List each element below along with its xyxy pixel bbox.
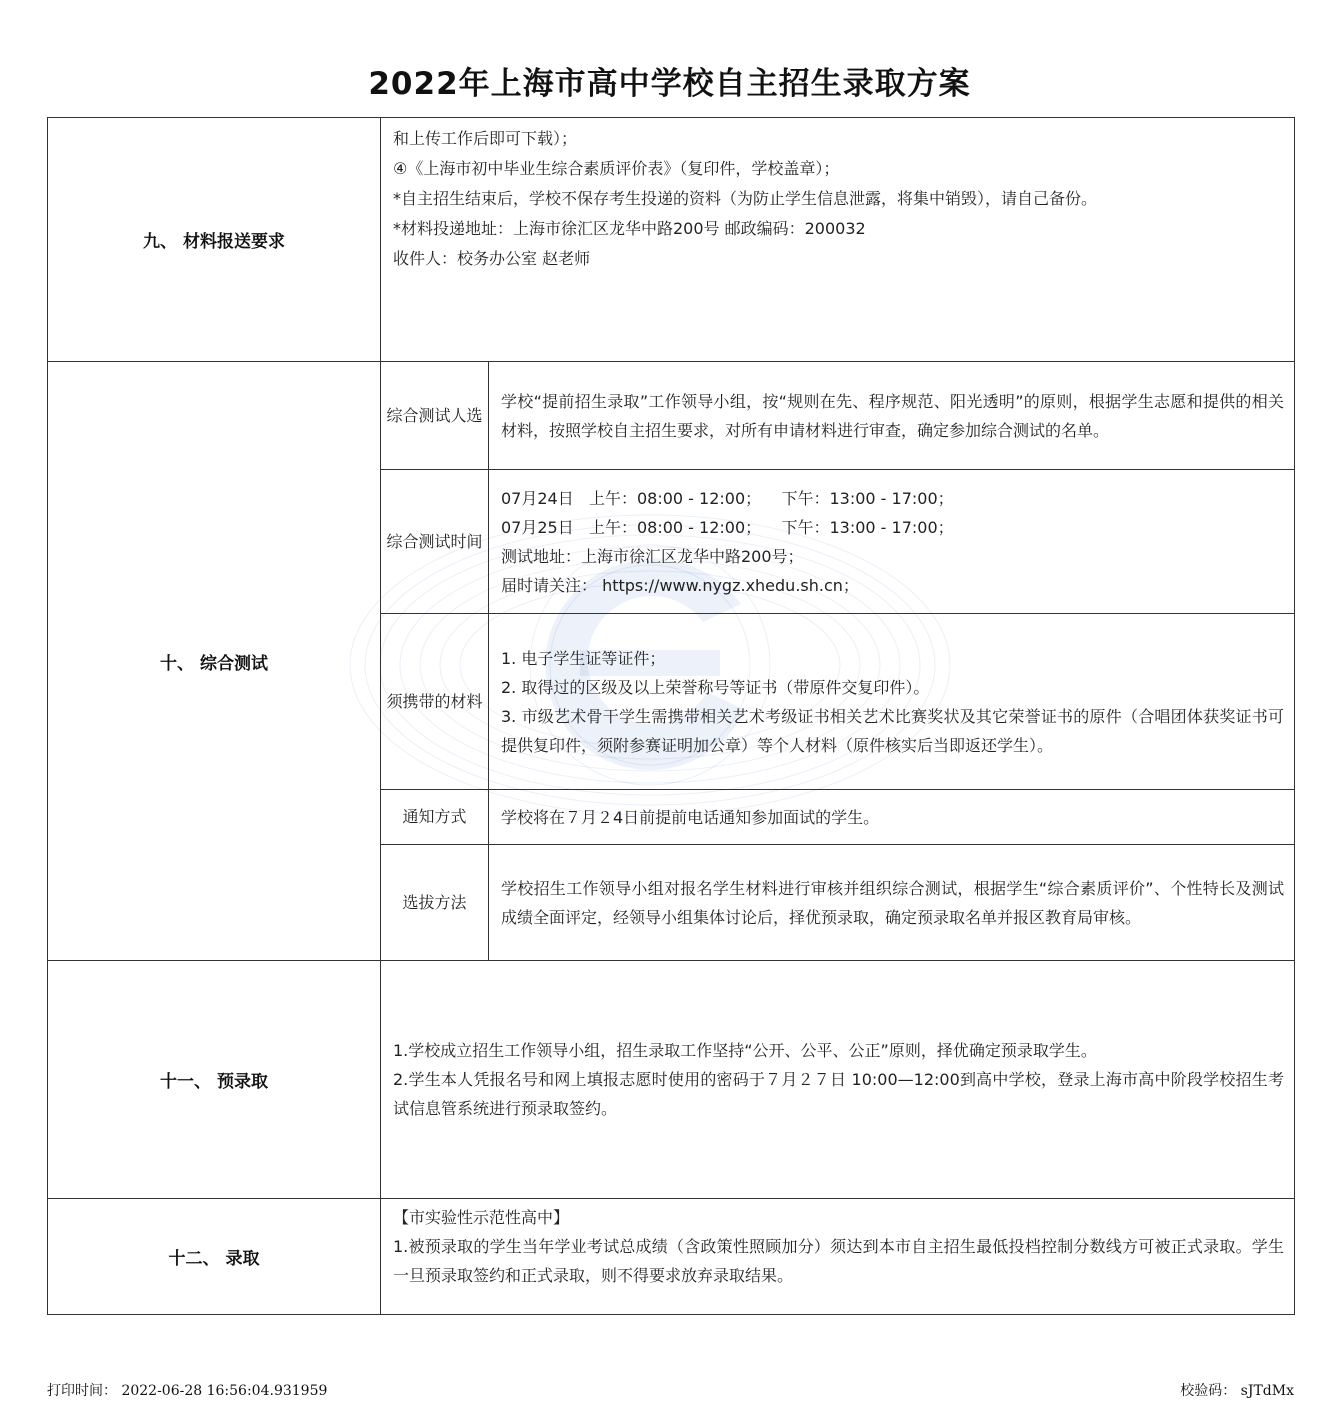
page-title: 2022年上海市高中学校自主招生录取方案 (368, 66, 971, 102)
section-row-admission (48, 1199, 1295, 1315)
sub-content (489, 640, 1294, 764)
text-line: *材料投递地址：上海市徐汇区龙华中路200号 邮政编码：200032 (393, 219, 866, 238)
sub-label: 选拔方法 (381, 845, 489, 961)
text-line: 学校将在７月２4日前提前电话通知参加面试的学生。 (501, 807, 880, 827)
sub-label: 综合测试时间 (381, 470, 489, 614)
text-line: ④《上海市初中毕业生综合素质评价表》（复印件，学校盖章）； (393, 159, 840, 178)
admission-content (381, 1199, 1294, 1294)
section-label: 十一、 预录取 (48, 961, 381, 1199)
text-line: 2. 取得过的区级及以上荣誉称号等证书（带原件交复印件）。 (501, 677, 930, 697)
text-line: 学校招生工作领导小组对报名学生材料进行审核并组织综合测试，根据学生“综合素质评价”、个性特长及测试成绩全面评定，经领导小组集体讨论后，择优预录取，确定预录取名单并报区教育局审核。 (501, 878, 1285, 927)
text-line: 1.被预录取的学生当年学业考试总成绩（含政策性照顾加分）须达到本市自主招生最低投档控制分数线方可被正式录取。学生一旦预录取签约和正式录取，则不得要求放弃录取结果。 (393, 1237, 1285, 1285)
text-line: 学校“提前招生录取”工作领导小组，按“规则在先、程序规范、阳光透明”的原则，根据学生志愿和提供的相关材料，按照学校自主招生要求，对所有申请材料进行审查，确定参加综合测试的名单。 (501, 391, 1285, 440)
text-line: 07月24日 上午：08:00 - 12:00； 下午：13:00 - 17:00； (501, 488, 954, 508)
check-code: 校验码： sJTdMx (1180, 1383, 1294, 1399)
section-label: 十、 综合测试 (48, 362, 381, 961)
sub-label: 通知方式 (381, 790, 489, 845)
section-row-pre-admission (48, 961, 1295, 1199)
text-line: 2.学生本人凭报名号和网上填报志愿时使用的密码于７月２７日 10:00—12:00到高中学校，登录上海市高中阶段学校招生考试信息管系统进行预录取签约。 (393, 1070, 1285, 1118)
materials-content (381, 118, 1294, 280)
sub-content (489, 480, 1294, 604)
admission-table (47, 117, 1295, 1315)
text-line: 和上传工作后即可下载）； (393, 129, 578, 148)
section-label: 十二、 录取 (48, 1199, 381, 1315)
sub-label: 综合测试人选 (381, 362, 489, 470)
text-line: 测试地址：上海市徐汇区龙华中路200号； (501, 546, 804, 566)
text-line: *自主招生结束后，学校不保存考生投递的资料（为防止学生信息泄露，将集中销毁），请自己备份。 (393, 189, 1098, 208)
text-line: 1. 电子学生证等证件； (501, 648, 666, 668)
print-time: 打印时间： 2022-06-28 16:56:04.931959 (47, 1383, 328, 1399)
text-line: 届时请关注： https://www.nygz.xhedu.sh.cn； (501, 575, 859, 595)
sub-label: 须携带的材料 (381, 614, 489, 790)
text-line: 3. 市级艺术骨干学生需携带相关艺术考级证书相关艺术比赛奖状及其它荣誉证书的原件（合唱团体获奖证书可提供复印件，须附参赛证明加公章）等个人材料（原件核实后当即返还学生）。 (501, 706, 1285, 755)
text-line: 1.学校成立招生工作领导小组，招生录取工作坚持“公开、公平、公正”原则，择优确定预录取学生。 (393, 1041, 1097, 1060)
sub-content (489, 383, 1294, 449)
section-row-materials (48, 118, 1295, 362)
pre-admission-content (381, 1032, 1294, 1127)
text-line: 【市实验性示范性高中】 (393, 1208, 570, 1227)
sub-content (489, 799, 1294, 836)
section-label: 九、 材料报送要求 (48, 118, 381, 362)
text-line: 07月25日 上午：08:00 - 12:00； 下午：13:00 - 17:00； (501, 517, 954, 537)
text-line: 收件人：校务办公室 赵老师 (393, 249, 591, 268)
sub-content (489, 870, 1294, 936)
sub-row-test-candidates (48, 362, 1295, 470)
